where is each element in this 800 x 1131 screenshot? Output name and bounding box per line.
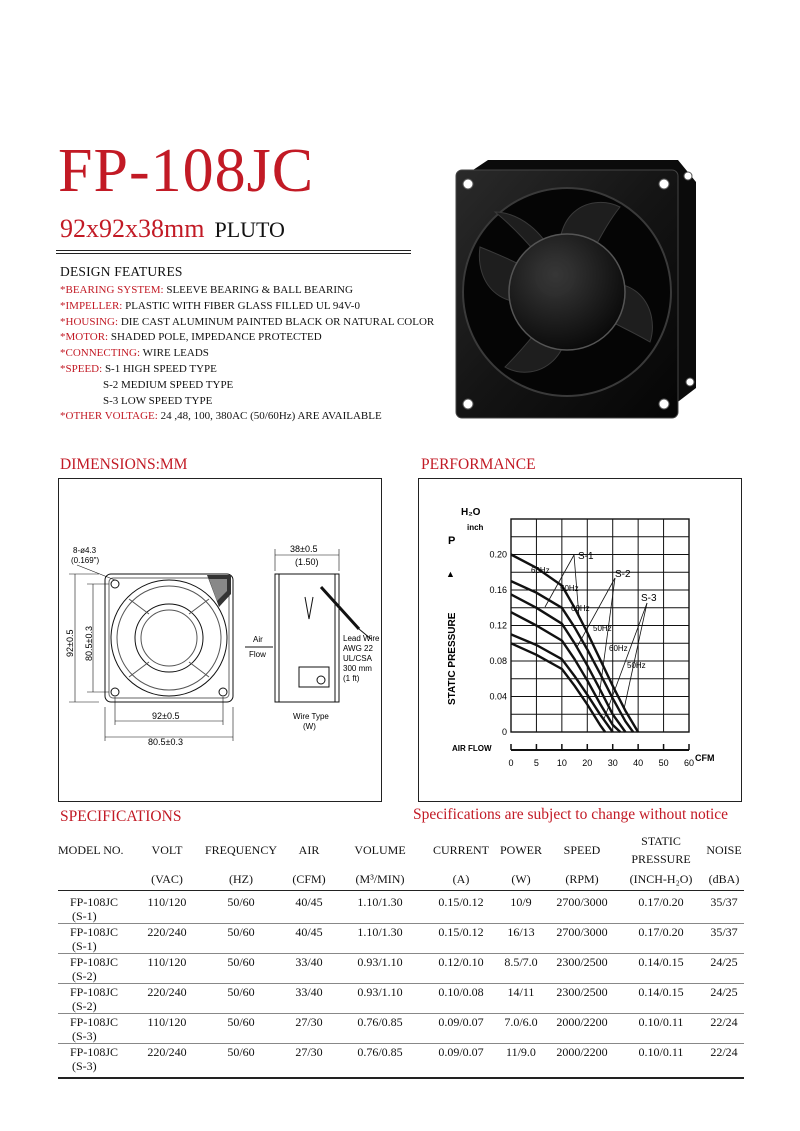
column-header: VOLT [151, 843, 183, 857]
cell-volume: 1.10/1.30 [334, 891, 426, 924]
feature-key: *CONNECTING: [60, 347, 141, 360]
performance-box [418, 478, 742, 802]
cell-rpm: 2700/3000 [546, 924, 618, 954]
column-unit: (HZ) [229, 872, 253, 886]
model-number: FP-108JC [70, 925, 119, 939]
pitch-dim-vertical: 80.5±0.3 [84, 626, 94, 661]
x-axis-label: AIR FLOW [452, 744, 492, 753]
pressure-unit-inch: inch [467, 523, 484, 532]
cell-freq: 50/60 [198, 1014, 284, 1044]
cell-pressure: 0.10/0.11 [618, 1014, 704, 1044]
cell-noise: 35/37 [704, 924, 744, 954]
column-unit: (W) [511, 872, 531, 886]
cell-volume: 0.93/1.10 [334, 954, 426, 984]
column-header: POWER [500, 843, 542, 857]
feature-value: 24 ,48, 100, 380AC (50/60Hz) ARE AVAILABLE [157, 410, 382, 423]
y-tick-label: 0.08 [489, 656, 507, 666]
fan-size: 92x92x38mm [60, 214, 205, 243]
cell-air: 33/40 [284, 954, 334, 984]
column-unit: (dBA) [708, 872, 740, 886]
cell-air: 27/30 [284, 1014, 334, 1044]
cell-rpm: 2300/2500 [546, 954, 618, 984]
design-feature-item [60, 300, 360, 312]
curve-label-50hz: 50Hz [560, 584, 579, 593]
model-cell [58, 1044, 136, 1079]
model-number: FP-108JC [70, 985, 119, 999]
fan-photo [450, 152, 710, 420]
cell-noise: 22/24 [704, 1014, 744, 1044]
lead-wire-length-ft: (1 ft) [343, 674, 360, 683]
design-feature-item [103, 379, 233, 391]
design-feature-item [60, 363, 217, 375]
model-number: FP-108JC [70, 1045, 119, 1059]
cell-power: 11/9.0 [496, 1044, 546, 1079]
x-axis-unit: CFM [695, 753, 715, 763]
cell-freq: 50/60 [198, 924, 284, 954]
performance-chart [419, 479, 741, 801]
feature-value: S-3 LOW SPEED TYPE [103, 394, 213, 407]
feature-key: *HOUSING: [60, 315, 119, 328]
cell-pressure: 0.14/0.15 [618, 984, 704, 1014]
dimensions-box [58, 478, 382, 802]
feature-key: *SPEED: [60, 363, 103, 375]
cell-pressure: 0.17/0.20 [618, 891, 704, 924]
cell-volt: 220/240 [136, 984, 198, 1014]
x-tick-label: 30 [607, 758, 618, 768]
curve-label-s2: S-2 [615, 569, 631, 580]
table-row [58, 924, 744, 954]
design-feature-item [60, 331, 322, 343]
column-header: AIR [298, 843, 320, 857]
design-feature-item [60, 316, 434, 328]
performance-title: PERFORMANCE [421, 456, 536, 473]
cell-current: 0.12/0.10 [426, 954, 496, 984]
wire-type-label: Wire Type [293, 712, 329, 721]
design-feature-item [60, 347, 209, 359]
pitch-dim-horizontal: 80.5±0.3 [148, 737, 183, 747]
curve-label-50hz: 50Hz [627, 661, 646, 670]
x-tick-label: 20 [582, 758, 593, 768]
curve-label-s3: S-3 [641, 593, 657, 604]
column-header: VOLUME [354, 843, 406, 857]
x-tick-label: 5 [533, 758, 539, 768]
curve-label-s1: S-1 [578, 551, 594, 562]
x-tick-label: 60 [683, 758, 695, 768]
curve-label-60hz: 60Hz [609, 644, 628, 653]
column-unit: (A) [452, 872, 470, 886]
table-row [58, 984, 744, 1014]
feature-value: S-2 MEDIUM SPEED TYPE [103, 378, 234, 391]
table-row [58, 891, 744, 924]
column-header: MODEL NO. [58, 843, 124, 857]
cell-pressure: 0.14/0.15 [618, 954, 704, 984]
x-tick-label: 0 [508, 758, 514, 768]
model-cell [58, 954, 136, 984]
column-unit: (M³/MIN) [355, 872, 405, 886]
y-tick-label: 0 [501, 727, 507, 737]
table-row [58, 1044, 744, 1079]
lead-wire-length: 300 mm [343, 664, 372, 673]
cell-air: 40/45 [284, 891, 334, 924]
cell-volt: 110/120 [136, 891, 198, 924]
speed-type: (S-2) [72, 969, 97, 983]
flow-label: Flow [249, 650, 266, 659]
hole-spec: 8-ø4.3 [73, 546, 97, 555]
speed-type: (S-3) [72, 1059, 97, 1073]
cell-rpm: 2000/2200 [546, 1014, 618, 1044]
product-subtitle [60, 216, 285, 242]
air-label: Air [253, 635, 263, 644]
cell-noise: 24/25 [704, 954, 744, 984]
y-axis-label: STATIC PRESSURE [447, 612, 458, 705]
product-title: FP-108JC [58, 137, 315, 205]
cell-volt: 110/120 [136, 954, 198, 984]
depth-dim-inch: (1.50) [295, 557, 319, 567]
specifications-title: SPECIFICATIONS [60, 808, 182, 825]
column-header: CURRENT [432, 843, 489, 857]
column-unit: (INCH-H₂O) [629, 872, 693, 886]
speed-type: (S-1) [72, 909, 97, 923]
cell-pressure: 0.10/0.11 [618, 1044, 704, 1079]
speed-type: (S-2) [72, 999, 97, 1013]
divider-line [56, 250, 411, 251]
wire-type-code: (W) [303, 722, 316, 731]
hole-spec-inch: (0.169") [71, 556, 100, 565]
table-header-row [58, 830, 744, 868]
x-tick-label: 40 [633, 758, 644, 768]
model-cell [58, 891, 136, 924]
feature-key: *OTHER VOLTAGE: [60, 410, 158, 423]
cell-noise: 24/25 [704, 984, 744, 1014]
feature-value: WIRE LEADS [140, 347, 209, 360]
design-feature-item [60, 284, 353, 296]
curve-label-50hz: 50Hz [593, 624, 612, 633]
divider-line [56, 253, 411, 254]
cell-volt: 110/120 [136, 1014, 198, 1044]
speed-type: (S-3) [72, 1029, 97, 1043]
cell-power: 8.5/7.0 [496, 954, 546, 984]
pressure-unit-h2o: H₂O [461, 507, 481, 518]
model-number: FP-108JC [70, 1015, 119, 1029]
y-tick-label: 0.20 [489, 549, 507, 560]
model-number: FP-108JC [70, 955, 119, 969]
cell-power: 7.0/6.0 [496, 1014, 546, 1044]
cell-current: 0.09/0.07 [426, 1044, 496, 1079]
cell-current: 0.09/0.07 [426, 1014, 496, 1044]
feature-key: *BEARING SYSTEM: [60, 284, 164, 296]
y-tick-label: 0.12 [489, 620, 507, 631]
pressure-symbol: P [448, 535, 456, 547]
lead-wire-awg: AWG 22 [343, 644, 373, 653]
cell-current: 0.10/0.08 [426, 984, 496, 1014]
table-row [58, 1014, 744, 1044]
cell-freq: 50/60 [198, 984, 284, 1014]
cell-air: 27/30 [284, 1044, 334, 1079]
cell-noise: 35/37 [704, 891, 744, 924]
x-tick-label: 50 [658, 758, 669, 768]
cell-volume: 1.10/1.30 [334, 924, 426, 954]
column-unit: (RPM) [565, 872, 599, 886]
model-cell [58, 1014, 136, 1044]
cell-freq: 50/60 [198, 1044, 284, 1079]
lead-wire-label: Lead Wire [343, 634, 380, 643]
cell-air: 40/45 [284, 924, 334, 954]
cell-current: 0.15/0.12 [426, 891, 496, 924]
cell-current: 0.15/0.12 [426, 924, 496, 954]
curve-label-60hz: 60Hz [531, 566, 550, 575]
cell-volume: 0.93/1.10 [334, 984, 426, 1014]
feature-value: SHADED POLE, IMPEDANCE PROTECTED [108, 331, 322, 344]
column-header: NOISE [706, 843, 742, 857]
cell-volume: 0.76/0.85 [334, 1014, 426, 1044]
design-feature-item [60, 410, 382, 422]
curve-label-60hz: 60Hz [571, 604, 590, 613]
depth-dim: 38±0.5 [290, 544, 318, 554]
feature-value: SLEEVE BEARING & BALL BEARING [163, 284, 353, 296]
column-header: FREQUENCY [204, 843, 277, 857]
cell-rpm: 2700/3000 [546, 891, 618, 924]
y-tick-label: 0.16 [489, 585, 507, 595]
change-notice: Specifications are subject to change without notice [413, 806, 729, 823]
cell-power: 10/9 [496, 891, 546, 924]
column-unit [58, 868, 136, 891]
pressure-arrow-icon: ▲ [446, 569, 455, 579]
cell-pressure: 0.17/0.20 [618, 924, 704, 954]
cell-rpm: 2000/2200 [546, 1044, 618, 1079]
cell-freq: 50/60 [198, 954, 284, 984]
model-cell [58, 924, 136, 954]
series-name: PLUTO [214, 217, 285, 242]
specifications-table [58, 830, 744, 1079]
model-number: FP-108JC [70, 895, 119, 909]
cell-noise: 22/24 [704, 1044, 744, 1079]
x-tick-label: 10 [556, 758, 567, 768]
table-unit-row [58, 868, 744, 891]
design-feature-item [103, 395, 212, 407]
feature-value: DIE CAST ALUMINUM PAINTED BLACK OR NATURAL COLOR [118, 315, 435, 328]
y-tick-label: 0.04 [489, 691, 507, 702]
column-unit: (CFM) [292, 872, 326, 886]
feature-key: *MOTOR: [60, 331, 109, 344]
dimension-drawing [59, 479, 381, 801]
cell-power: 16/13 [496, 924, 546, 954]
speed-type: (S-1) [72, 939, 97, 953]
cell-volt: 220/240 [136, 1044, 198, 1079]
cell-power: 14/11 [496, 984, 546, 1014]
feature-key: *IMPELLER: [60, 299, 123, 312]
cell-rpm: 2300/2500 [546, 984, 618, 1014]
column-header: SPEED [563, 843, 601, 857]
column-header: STATIC PRESSURE [631, 834, 691, 866]
outer-dim-horizontal: 92±0.5 [152, 711, 180, 721]
lead-wire-cert: UL/CSA [343, 654, 372, 663]
cell-freq: 50/60 [198, 891, 284, 924]
table-row [58, 954, 744, 984]
curve-s-2-60hz [511, 594, 625, 732]
cell-volume: 0.76/0.85 [334, 1044, 426, 1079]
model-cell [58, 984, 136, 1014]
outer-dim-vertical: 92±0.5 [65, 629, 75, 657]
design-features-title: DESIGN FEATURES [60, 264, 183, 279]
dimensions-title: DIMENSIONS:MM [60, 456, 188, 473]
cell-air: 33/40 [284, 984, 334, 1014]
column-unit: (VAC) [151, 872, 183, 886]
feature-value: PLASTIC WITH FIBER GLASS FILLED UL 94V-0 [122, 299, 360, 312]
feature-value: S-1 HIGH SPEED TYPE [102, 363, 217, 375]
cell-volt: 220/240 [136, 924, 198, 954]
